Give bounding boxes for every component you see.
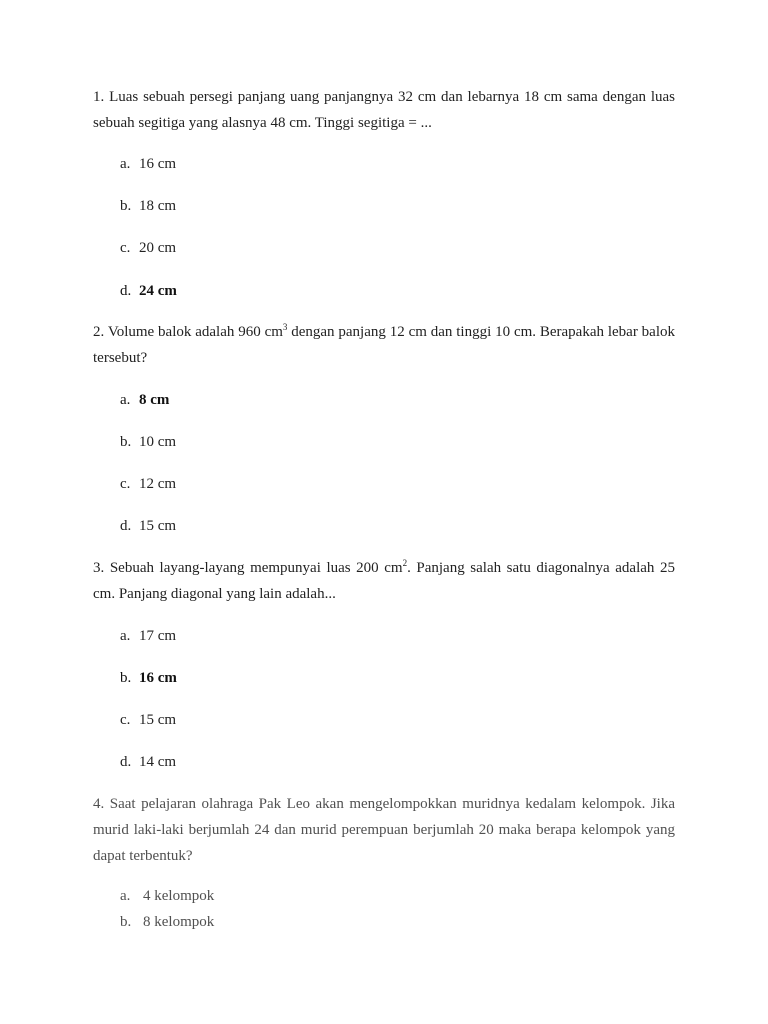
option-letter: c. [120, 240, 131, 256]
question-4-option-a [120, 886, 214, 906]
option-letter: d. [120, 754, 132, 770]
option-letter: d. [120, 283, 132, 299]
question-3-option-d [120, 752, 176, 772]
option-text: 17 cm [139, 628, 177, 644]
question-2 [93, 319, 675, 371]
option-letter: c. [120, 476, 131, 492]
option-letter: a. [120, 888, 131, 904]
question-2-text-start: 2. Volume balok adalah 960 cm [93, 324, 283, 340]
question-1-option-a [120, 154, 176, 174]
question-2-option-c [120, 474, 176, 494]
option-letter: c. [120, 712, 131, 728]
question-1-text: 1. Luas sebuah persegi panjang uang panjangnya 32 cm dan lebarnya 18 cm sama dengan luas sebuah segitiga yang alasnya 48 cm. Tinggi segitiga = ... [93, 89, 675, 131]
option-text: 4 kelompok [143, 888, 215, 904]
question-3-option-c [120, 710, 176, 730]
question-1-option-b [120, 196, 176, 216]
question-4 [93, 791, 675, 869]
question-3-text-start: 3. Sebuah layang-layang mempunyai luas 200 cm [93, 560, 403, 576]
option-text: 15 cm [139, 712, 177, 728]
question-2-text-end: dengan panjang 12 cm dan tinggi 10 cm. Berapakah lebar balok tersebut? [93, 324, 675, 366]
option-letter: d. [120, 518, 132, 534]
option-letter: b. [120, 434, 132, 450]
question-3-option-a [120, 626, 176, 646]
option-letter: a. [120, 628, 131, 644]
question-3-superscript: 2 [402, 558, 408, 568]
option-text: 20 cm [139, 240, 177, 256]
option-text: 24 cm [139, 283, 177, 299]
question-3-text-end: . Panjang salah satu diagonalnya adalah 25 cm. Panjang diagonal yang lain adalah... [93, 560, 675, 602]
question-2-option-d [120, 516, 176, 536]
option-text: 16 cm [139, 156, 177, 172]
question-2-option-b [120, 432, 176, 452]
option-text: 12 cm [139, 476, 177, 492]
option-letter: a. [120, 392, 131, 408]
option-letter: b. [120, 198, 132, 214]
question-1 [93, 84, 675, 136]
option-text: 10 cm [139, 434, 177, 450]
question-1-option-c [120, 238, 176, 258]
option-text: 15 cm [139, 518, 177, 534]
question-3-option-b [120, 668, 177, 688]
option-letter: b. [120, 914, 132, 930]
option-text: 14 cm [139, 754, 177, 770]
option-text: 16 cm [139, 670, 177, 686]
question-2-option-a [120, 390, 169, 410]
question-4-text: 4. Saat pelajaran olahraga Pak Leo akan mengelompokkan muridnya kedalam kelompok. Jika murid laki-laki berjumlah 24 dan murid perempuan berjumlah 20 maka berapa kelompok yang dapat terbentuk? [93, 796, 675, 864]
option-text: 18 cm [139, 198, 177, 214]
option-text: 8 cm [139, 392, 170, 408]
option-text: 8 kelompok [143, 914, 215, 930]
question-3 [93, 555, 675, 607]
question-2-superscript: 3 [282, 322, 288, 332]
option-letter: a. [120, 156, 131, 172]
question-4-option-b [120, 912, 214, 932]
option-letter: b. [120, 670, 132, 686]
question-1-option-d [120, 281, 177, 301]
